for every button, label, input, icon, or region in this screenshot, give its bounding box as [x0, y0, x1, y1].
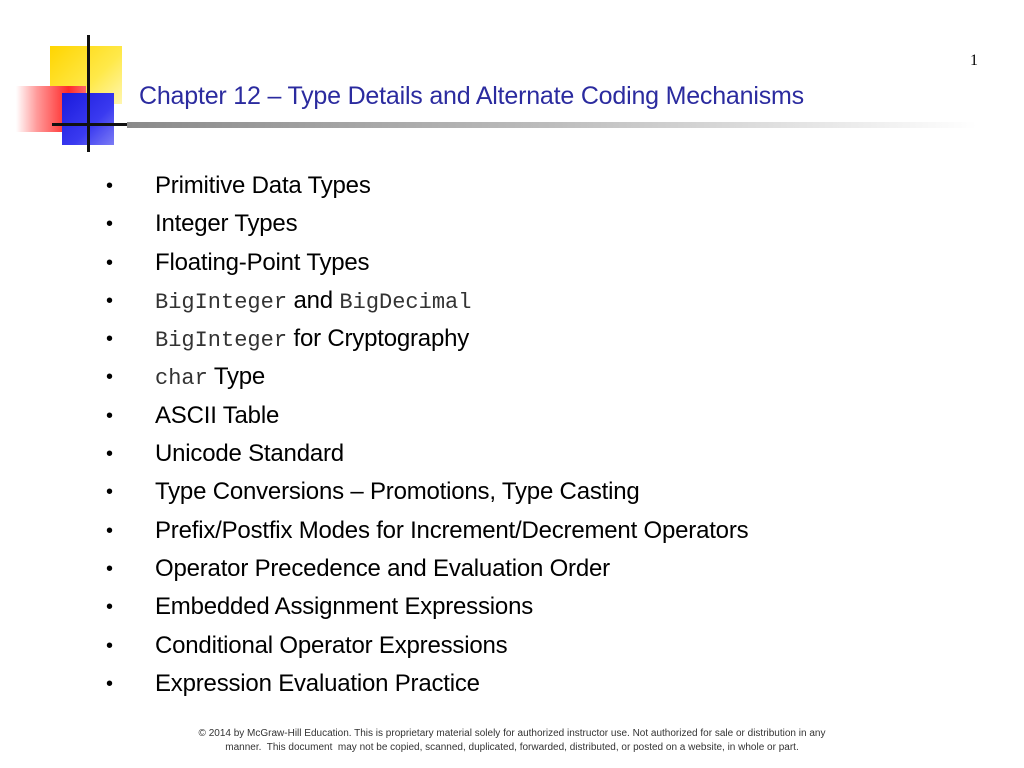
bullet-icon: • — [106, 328, 113, 351]
slide-title: Chapter 12 – Type Details and Alternate Coding Mechanisms — [139, 82, 804, 110]
item-text: Unicode Standard — [155, 440, 344, 468]
item-text-part: for Cryptography — [287, 325, 470, 353]
bullet-icon: • — [106, 289, 113, 312]
item-text-part: and — [287, 286, 340, 314]
bullet-icon: • — [106, 404, 113, 427]
logo-horizontal-line — [52, 123, 127, 126]
bullet-icon: • — [106, 213, 113, 236]
code-text: BigInteger — [155, 289, 288, 315]
copyright-footer — [140, 727, 884, 755]
bullet-icon: • — [106, 519, 113, 542]
item-text — [155, 358, 265, 398]
item-text: ASCII Table — [155, 401, 280, 429]
bullet-icon: • — [106, 557, 113, 580]
item-text: Integer Types — [155, 210, 298, 238]
title-underline — [127, 122, 977, 128]
item-text: Expression Evaluation Practice — [155, 669, 480, 697]
bullet-icon: • — [106, 366, 113, 389]
code-text: char — [155, 366, 208, 392]
item-text: Type Conversions – Promotions, Type Casting — [155, 478, 640, 506]
page-number: 1 — [970, 52, 978, 69]
item-text: Floating-Point Types — [155, 248, 370, 276]
logo-vertical-line — [87, 35, 90, 152]
decorative-logo — [0, 0, 140, 160]
bullet-icon: • — [106, 251, 113, 274]
item-text: Operator Precedence and Evaluation Order — [155, 554, 610, 582]
item-text: Primitive Data Types — [155, 172, 371, 199]
footer-line-1: © 2014 by McGraw-Hill Education. This is proprietary material solely for authorized instructor use. Not authorized for sale or distribution in any — [198, 728, 826, 739]
code-text: BigDecimal — [339, 289, 472, 315]
code-text: BigInteger — [155, 328, 288, 354]
bullet-icon: • — [106, 596, 113, 619]
item-text — [155, 320, 469, 360]
item-text — [155, 282, 471, 322]
item-text: Embedded Assignment Expressions — [155, 593, 534, 621]
footer-line-2: manner. This document may not be copied, scanned, duplicated, forwarded, distributed, or posted on a website, in whole or part. — [225, 742, 799, 753]
item-text: Prefix/Postfix Modes for Increment/Decrement Operators — [155, 516, 749, 544]
item-text-part: Type — [207, 363, 266, 391]
bullet-icon: • — [106, 443, 113, 466]
bullet-icon: • — [106, 634, 113, 657]
bullet-icon: • — [106, 672, 113, 695]
bullet-icon: • — [106, 175, 113, 197]
bullet-icon: • — [106, 481, 113, 504]
item-text: Conditional Operator Expressions — [155, 631, 508, 659]
